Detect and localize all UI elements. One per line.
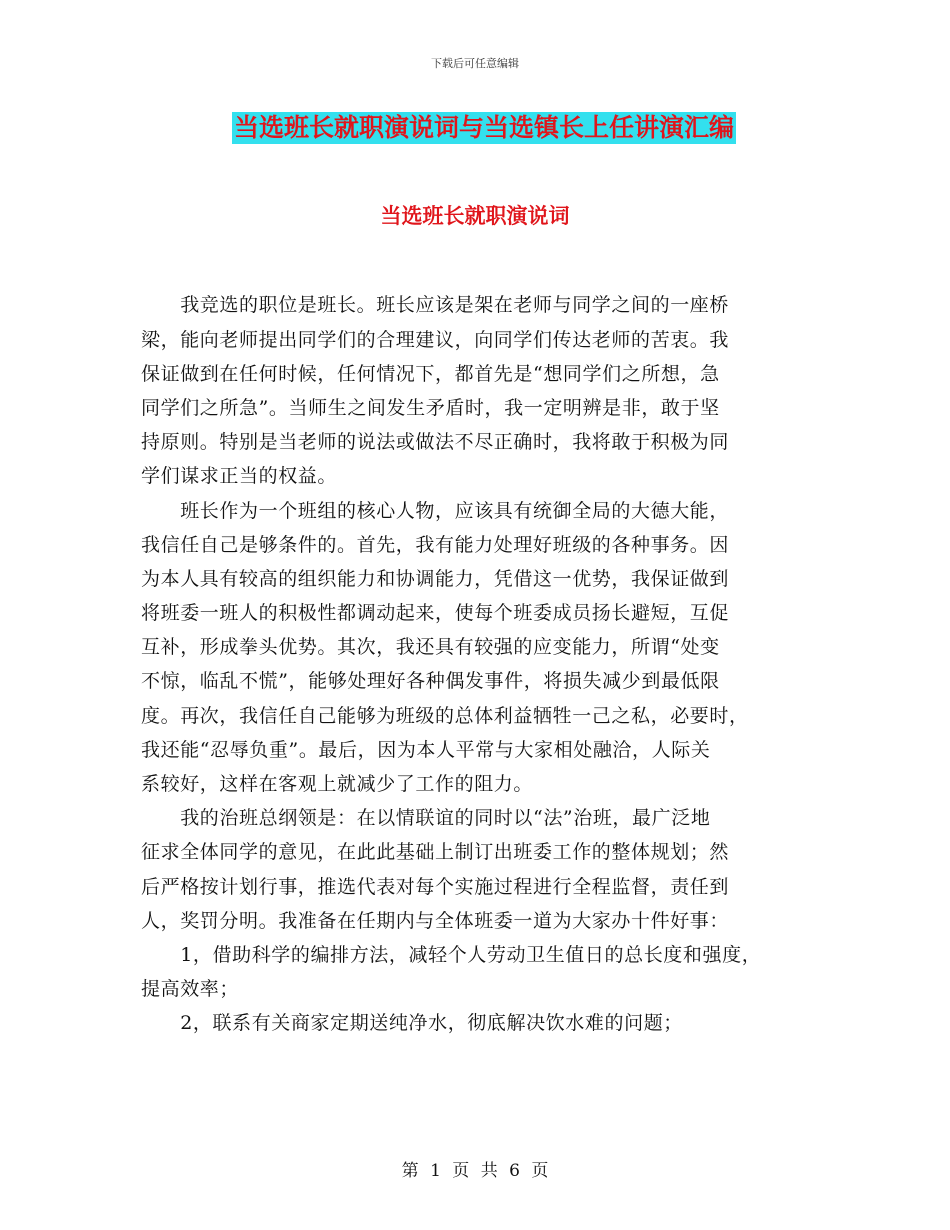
text-line: 1，借助科学的编排方法，减轻个人劳动卫生值日的总长度和强度， — [141, 943, 762, 966]
header-note: 下载后可任意编辑 — [431, 57, 519, 70]
text-line: 我还能“忍辱负重”。最后，因为本人平常与大家相处融洽，人际关 — [141, 738, 711, 761]
text-line: 持原则。特别是当老师的说法或做法不尽正确时，我将敢于积极为同 — [141, 431, 730, 454]
page-footer: 第 1 页 共 6 页 — [401, 1161, 549, 1181]
text-line: 我的治班总纲领是：在以情联谊的同时以“法”治班，最广泛地 — [141, 807, 711, 830]
text-line — [141, 254, 811, 288]
text-line: 梁，能向老师提出同学们的合理建议，向同学们传达老师的苦衷。我 — [141, 328, 730, 351]
text-line: 互补，形成拳头优势。其次，我还具有较强的应变能力，所谓“处变 — [141, 636, 720, 659]
text-line: 保证做到在任何时候，任何情况下，都首先是“想同学们之所想，急 — [141, 362, 720, 385]
text-line: 度。再次，我信任自己能够为班级的总体利益牺牲一己之私，必要时， — [141, 704, 749, 727]
document-title: 当选班长就职演说词与当选镇长上任讲演汇编 — [234, 113, 735, 142]
text-line: 不惊，临乱不慌”，能够处理好各种偶发事件，将损失减少到最低限 — [141, 670, 720, 693]
text-line: 将班委一班人的积极性都调动起来，使每个班委成员扬长避短，互促 — [141, 602, 730, 625]
text-line: 我竞选的职位是班长。班长应该是架在老师与同学之间的一座桥 — [141, 294, 730, 317]
body-text — [141, 220, 811, 1041]
text-line: 2，联系有关商家定期送纯净水，彻底解决饮水难的问题； — [141, 1012, 683, 1035]
text-line — [141, 220, 811, 254]
section-title: 当选班长就职演说词 — [380, 204, 570, 228]
text-line: 人，奖罚分明。我准备在任期内与全体班委一道为大家办十件好事： — [141, 909, 730, 932]
text-line: 学们谋求正当的权益。 — [141, 465, 338, 488]
text-line: 为本人具有较高的组织能力和协调能力，凭借这一优势，我保证做到 — [141, 567, 730, 590]
text-line: 班长作为一个班组的核心人物，应该具有统御全局的大德大能， — [141, 499, 730, 522]
text-line: 提高效率； — [141, 978, 240, 1001]
text-line: 征求全体同学的意见，在此此基础上制订出班委工作的整体规划；然 — [141, 841, 730, 864]
text-line: 我信任自己是够条件的。首先，我有能力处理好班级的各种事务。因 — [141, 533, 730, 556]
text-line: 后严格按计划行事，推选代表对每个实施过程进行全程监督，责任到 — [141, 875, 730, 898]
text-line: 系较好，这样在客观上就减少了工作的阻力。 — [141, 773, 534, 795]
text-line: 同学们之所急”。当师生之间发生矛盾时，我一定明辨是非，敢于坚 — [141, 396, 720, 419]
